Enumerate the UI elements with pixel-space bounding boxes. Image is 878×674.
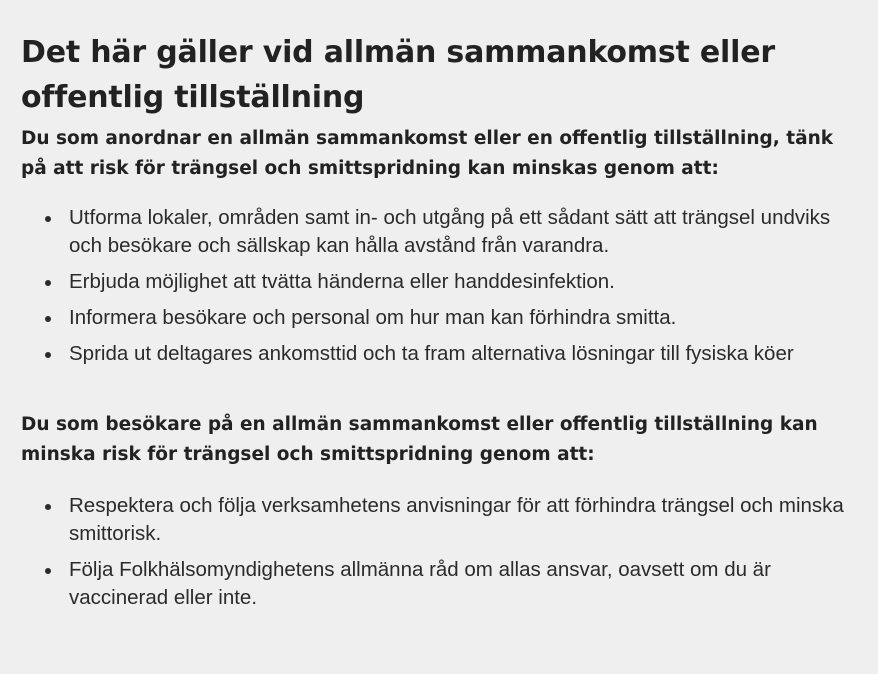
list-item-text: Informera besökare och personal om hur man kan förhindra smitta. bbox=[69, 306, 677, 329]
list-item-text: Erbjuda möjlighet att tvätta händerna eller handdesinfektion. bbox=[69, 270, 615, 293]
organizer-lead: Du som anordnar en allmän sammankomst eller en offentlig tillställning, tänk på att risk för trängsel och smittspridning kan minskas genom att: bbox=[21, 128, 834, 179]
bullet-icon bbox=[45, 568, 51, 574]
bullet-icon bbox=[45, 280, 51, 286]
list-item-text: Sprida ut deltagares ankomsttid och ta fram alternativa lösningar till fysiska köer bbox=[69, 342, 794, 365]
bullet-icon bbox=[45, 216, 51, 222]
bullet-icon bbox=[45, 352, 51, 358]
visitor-list bbox=[21, 492, 858, 612]
list-item bbox=[45, 268, 858, 296]
list-item-text: Utforma lokaler, områden samt in- och utgång på ett sådant sätt att trängsel undviks och besökare och sällskap kan hålla avstånd från varandra. bbox=[69, 206, 831, 257]
list-item bbox=[45, 492, 858, 548]
list-item bbox=[45, 556, 858, 612]
list-item bbox=[45, 304, 858, 332]
bullet-icon bbox=[45, 504, 51, 510]
bullet-icon bbox=[45, 316, 51, 322]
list-item bbox=[45, 204, 858, 260]
list-item-text: Respektera och följa verksamhetens anvisningar för att förhindra trängsel och minska smittorisk. bbox=[69, 494, 844, 545]
list-item-text: Följa Folkhälsomyndighetens allmänna råd om allas ansvar, oavsett om du är vaccinerad eller inte. bbox=[69, 558, 771, 609]
visitor-lead: Du som besökare på en allmän sammankomst eller offentlig tillställning kan minska risk för trängsel och smittspridning genom att: bbox=[21, 414, 818, 465]
organizer-list bbox=[21, 204, 858, 368]
page-title: Det här gäller vid allmän sammankomst eller offentlig tillställning bbox=[21, 35, 775, 115]
list-item bbox=[45, 340, 858, 368]
